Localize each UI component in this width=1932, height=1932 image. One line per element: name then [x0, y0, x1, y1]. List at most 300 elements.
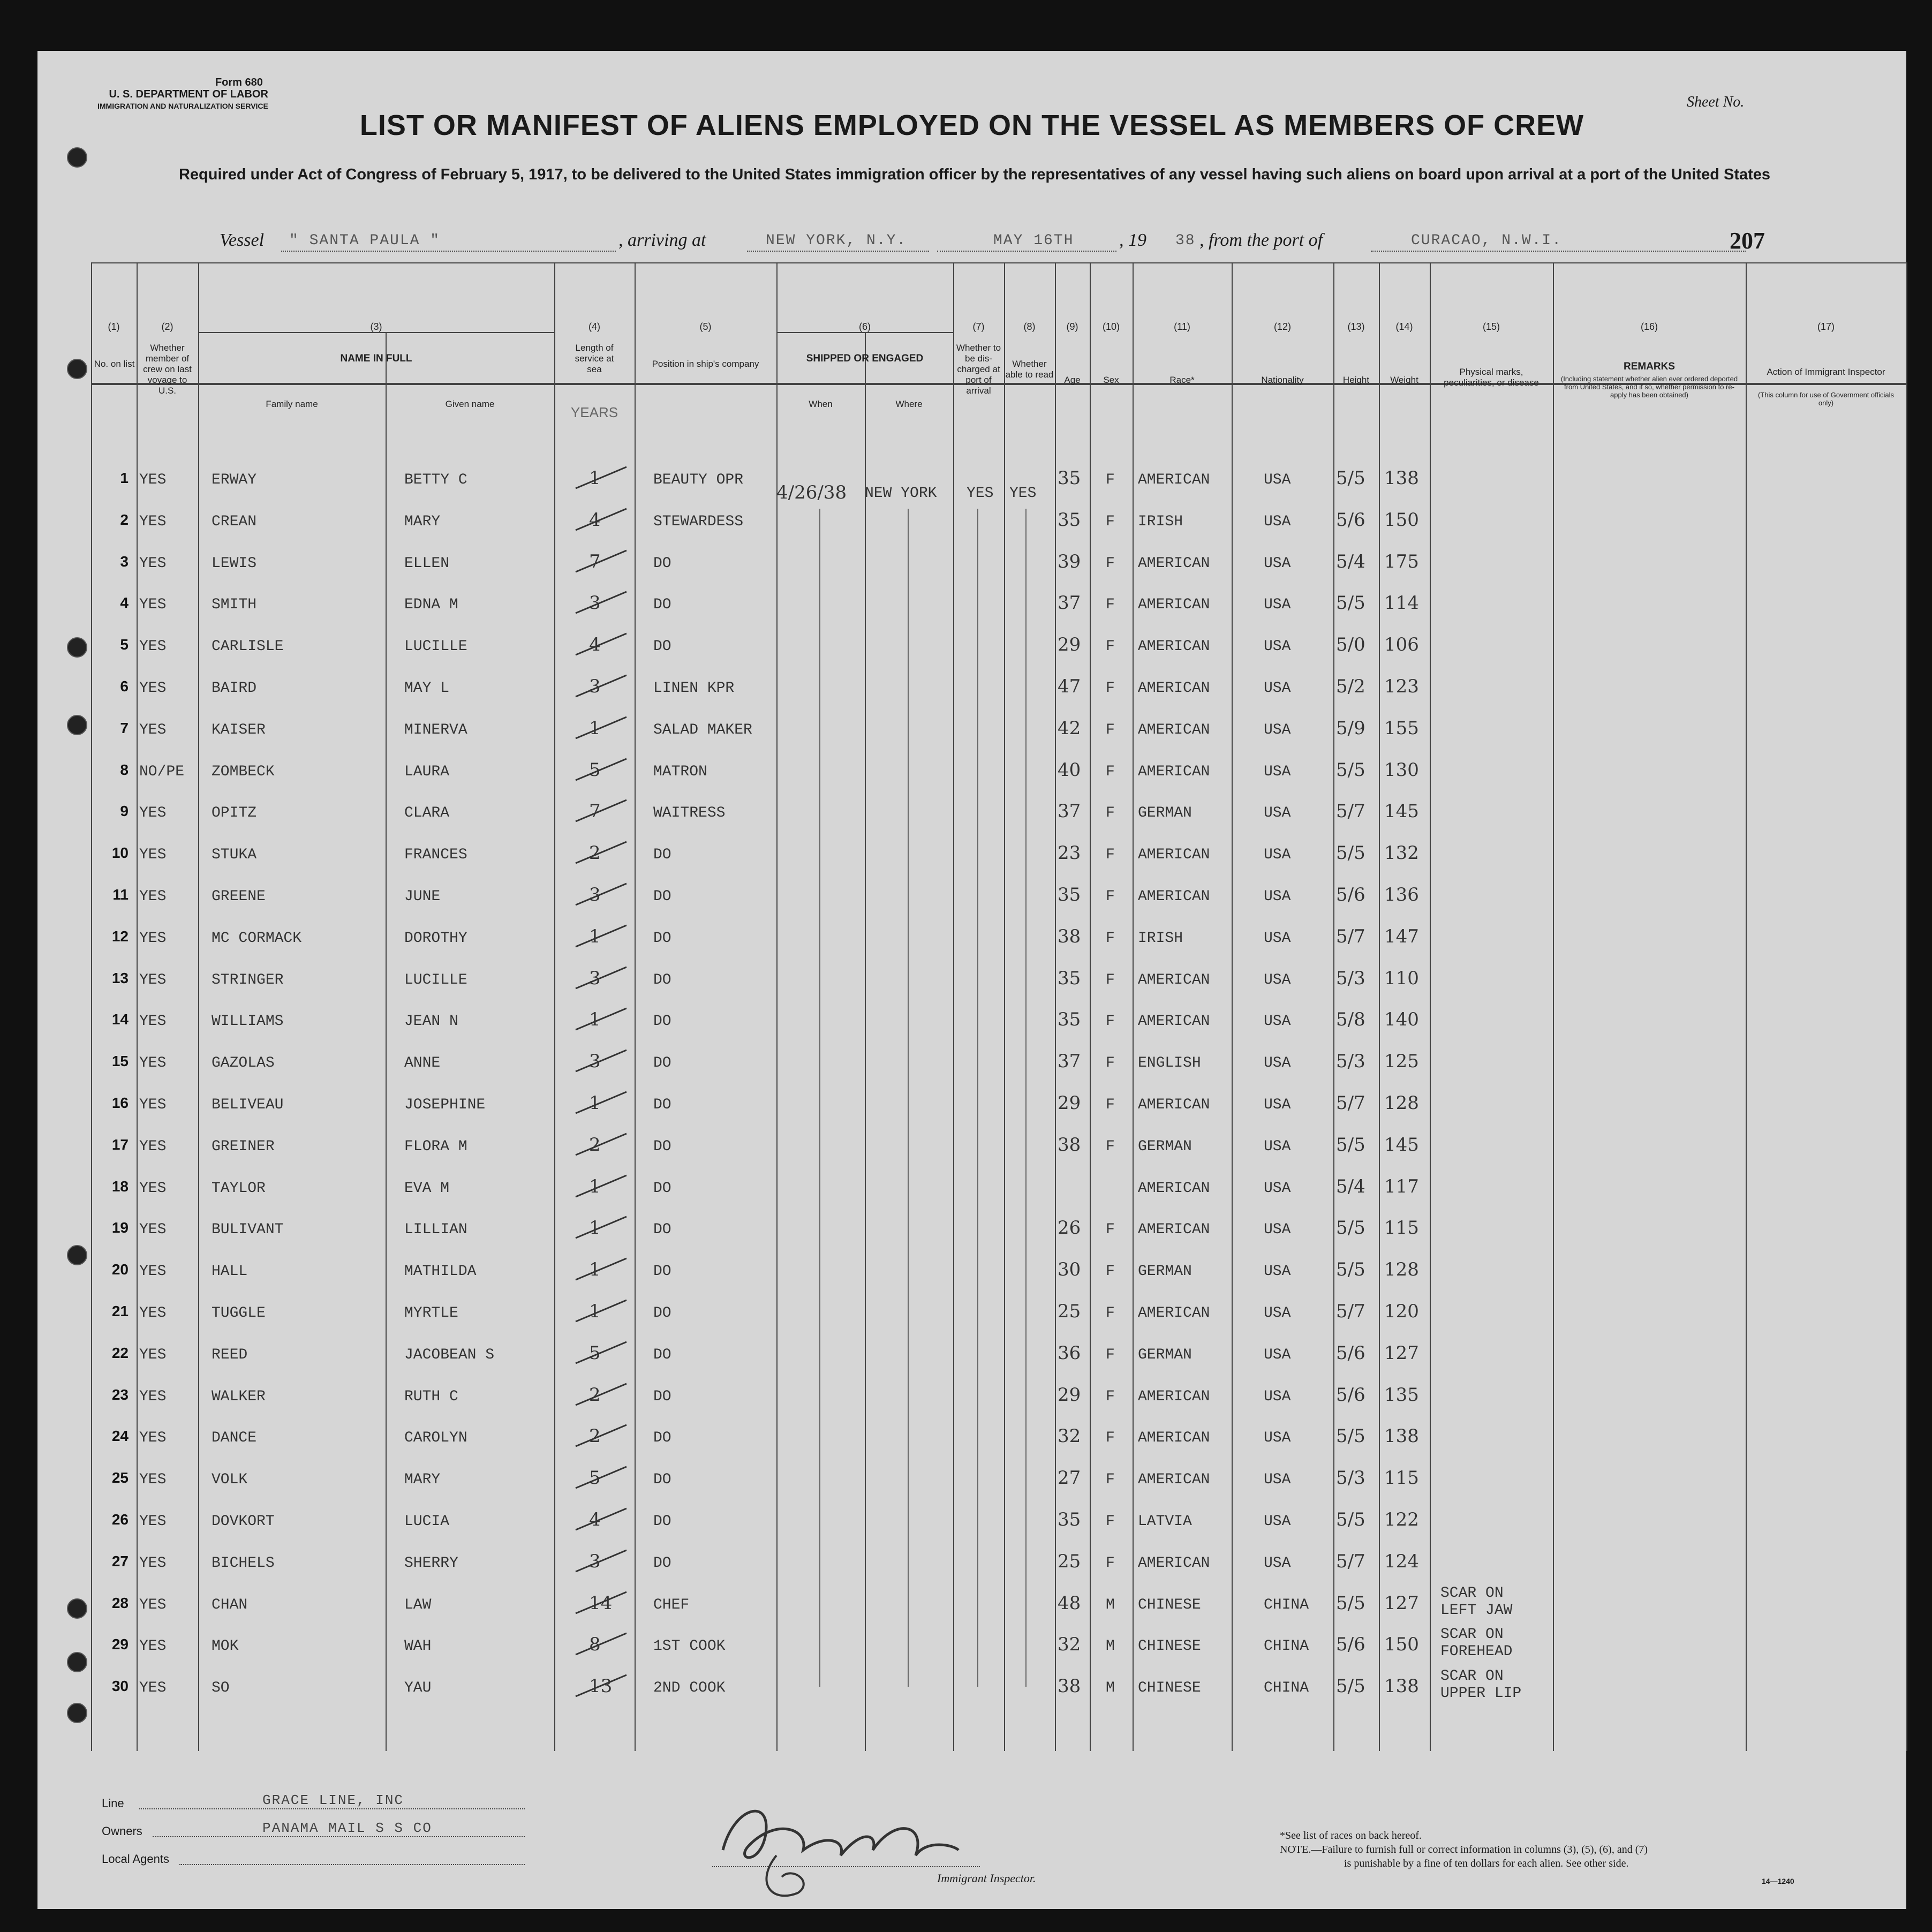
check-stroke — [573, 1173, 632, 1199]
sex-cell: F — [1106, 680, 1115, 697]
race-cell: AMERICAN — [1138, 763, 1210, 780]
col6a-header: When — [809, 399, 833, 409]
position-cell: 2ND COOK — [653, 1680, 726, 1697]
prev-voyage-cell: YES — [139, 847, 167, 864]
col6-header: SHIPPED OR ENGAGED — [806, 353, 924, 364]
race-cell: AMERICAN — [1138, 555, 1210, 572]
prev-voyage-cell: YES — [139, 1513, 167, 1530]
given-name-cell: JEAN N — [404, 1013, 458, 1030]
weight-cell: 125 — [1384, 1051, 1419, 1073]
position-cell: DO — [653, 597, 671, 614]
family-name-cell: BICHELS — [212, 1554, 275, 1572]
race-cell: AMERICAN — [1138, 1013, 1210, 1030]
race-cell: AMERICAN — [1138, 721, 1210, 738]
nationality-cell: USA — [1264, 1180, 1291, 1197]
col4-header: Length of service at sea — [575, 343, 614, 374]
age-cell: 37 — [1058, 592, 1081, 614]
col9-header: Age — [1064, 375, 1081, 385]
weight-cell: 150 — [1384, 1634, 1419, 1656]
sex-cell: F — [1106, 1554, 1115, 1572]
sex-cell: F — [1106, 763, 1115, 780]
height-cell: 5/5 — [1336, 1425, 1365, 1447]
nationality-cell: USA — [1264, 638, 1291, 655]
agents-label: Local Agents — [102, 1852, 169, 1866]
col16-header: REMARKS — [1623, 361, 1676, 372]
col3-header: NAME IN FULL — [340, 353, 412, 364]
binder-hole — [67, 1598, 87, 1619]
weight-cell: 115 — [1384, 1217, 1419, 1239]
check-stroke — [573, 1131, 632, 1158]
check-stroke — [573, 548, 632, 575]
height-cell: 5/5 — [1336, 1217, 1365, 1239]
col11-number: (11) — [1174, 321, 1190, 332]
row-number: 19 — [111, 1219, 129, 1236]
col7-number: (7) — [972, 321, 985, 332]
race-cell: AMERICAN — [1138, 1305, 1210, 1322]
service-years-cell: 5 — [589, 1467, 601, 1489]
age-cell: 35 — [1058, 884, 1081, 905]
nationality-cell: USA — [1264, 513, 1291, 530]
position-cell: DO — [653, 1055, 671, 1072]
weight-cell: 138 — [1384, 1425, 1419, 1447]
given-name-cell: ANNE — [404, 1055, 441, 1072]
weight-cell: 117 — [1384, 1175, 1419, 1197]
service-years-cell: 4 — [589, 1509, 601, 1530]
age-cell: 29 — [1058, 1384, 1081, 1406]
row-number: 27 — [111, 1552, 129, 1569]
line-label: Line — [102, 1797, 124, 1810]
check-stroke — [573, 1506, 632, 1533]
form-identifier — [97, 77, 268, 112]
weight-cell: 106 — [1384, 634, 1419, 656]
check-stroke — [573, 589, 632, 616]
sex-cell: F — [1106, 847, 1115, 864]
check-stroke — [573, 881, 632, 908]
position-cell: LINEN KPR — [653, 680, 735, 697]
binder-hole — [67, 359, 87, 379]
family-name-cell: BULIVANT — [212, 1221, 284, 1239]
age-cell: 35 — [1058, 1009, 1081, 1031]
height-cell: 5/3 — [1336, 1467, 1365, 1489]
col17-number: (17) — [1817, 321, 1835, 332]
prev-voyage-cell: YES — [139, 1221, 167, 1239]
nationality-cell: USA — [1264, 1305, 1291, 1322]
col12-number: (12) — [1273, 321, 1291, 332]
service-years-cell: 1 — [589, 1175, 601, 1197]
service-years-cell: 3 — [589, 676, 601, 697]
family-name-cell: HALL — [212, 1263, 248, 1280]
weight-cell: 138 — [1384, 467, 1419, 489]
family-name-cell: TAYLOR — [212, 1180, 266, 1197]
sex-cell: F — [1106, 1138, 1115, 1155]
penalty-note-continued: is punishable by a fine of ten dollars for each alien. See other side. — [1344, 1858, 1629, 1869]
service-years-cell: 4 — [589, 634, 601, 656]
row-number: 10 — [111, 844, 129, 862]
age-cell: 26 — [1058, 1217, 1081, 1239]
prev-voyage-cell: NO/PE — [139, 763, 185, 780]
sex-cell: F — [1106, 721, 1115, 738]
check-stroke — [573, 714, 632, 741]
age-cell: 25 — [1058, 1301, 1081, 1322]
sex-cell: F — [1106, 971, 1115, 988]
given-name-cell: YAU — [404, 1680, 432, 1697]
given-name-cell: ELLEN — [404, 555, 450, 572]
family-name-cell: GAZOLAS — [212, 1055, 275, 1072]
row-number: 11 — [112, 886, 129, 903]
weight-cell: 128 — [1384, 1092, 1419, 1114]
row-number: 30 — [111, 1678, 129, 1695]
manifest-number: 207 — [1730, 228, 1765, 254]
position-cell: DO — [653, 930, 671, 947]
col1-number: (1) — [108, 321, 120, 332]
given-name-cell: LILLIAN — [404, 1221, 467, 1239]
from-port: CURACAO, N.W.I. — [1411, 232, 1563, 249]
weight-cell: 120 — [1384, 1301, 1419, 1322]
height-cell: 5/4 — [1336, 550, 1365, 572]
family-name-cell: DANCE — [212, 1430, 257, 1447]
weight-cell: 145 — [1384, 801, 1419, 822]
prev-voyage-cell: YES — [139, 1430, 167, 1447]
height-cell: 5/5 — [1336, 1592, 1365, 1614]
age-cell: 36 — [1058, 1342, 1081, 1364]
service-years-cell: 3 — [589, 967, 601, 989]
race-cell: AMERICAN — [1138, 1097, 1210, 1113]
nationality-cell: USA — [1264, 680, 1291, 697]
family-name-cell: STRINGER — [212, 971, 284, 988]
height-cell: 5/5 — [1336, 842, 1365, 864]
prev-voyage-cell: YES — [139, 513, 167, 530]
prev-voyage-cell: YES — [139, 472, 167, 488]
race-cell: GERMAN — [1138, 1263, 1192, 1280]
col2-header: Whether member of crew on last voyage to U.S. — [143, 343, 192, 396]
check-stroke — [573, 797, 632, 824]
prev-voyage-cell: YES — [139, 1055, 167, 1072]
arrival-date: MAY 16TH — [993, 232, 1074, 249]
sex-cell: F — [1106, 472, 1115, 488]
age-cell: 38 — [1058, 925, 1081, 947]
age-cell: 27 — [1058, 1467, 1081, 1489]
service-years-cell: 2 — [589, 1134, 601, 1156]
height-cell: 5/5 — [1336, 1676, 1365, 1697]
sheet-number-label: Sheet No. — [1687, 94, 1745, 110]
line-value: GRACE LINE, INC — [262, 1792, 404, 1808]
service-years-cell: 7 — [589, 550, 601, 572]
shipped-when: 4/26/38 — [776, 482, 847, 503]
age-cell: 32 — [1058, 1425, 1081, 1447]
prev-voyage-cell: YES — [139, 1554, 167, 1572]
age-cell: 29 — [1058, 634, 1081, 656]
row-number: 22 — [111, 1344, 129, 1361]
given-name-cell: WAH — [404, 1638, 432, 1655]
age-cell: 38 — [1058, 1134, 1081, 1156]
given-name-cell: LUCILLE — [404, 638, 467, 655]
family-name-cell: STUKA — [212, 847, 257, 864]
sex-cell: F — [1106, 1305, 1115, 1322]
height-cell: 5/7 — [1336, 925, 1365, 947]
age-cell: 48 — [1058, 1592, 1081, 1614]
col16-number: (16) — [1640, 321, 1658, 332]
age-cell: 37 — [1058, 801, 1081, 822]
check-stroke — [573, 1006, 632, 1032]
position-cell: DO — [653, 1138, 671, 1155]
age-cell: 42 — [1058, 717, 1081, 739]
service-years-cell: 2 — [589, 842, 601, 864]
height-cell: 5/5 — [1336, 1259, 1365, 1281]
vessel-label: Vessel — [220, 230, 265, 250]
position-cell: DO — [653, 1554, 671, 1572]
check-stroke — [573, 631, 632, 658]
prev-voyage-cell: YES — [139, 1346, 167, 1363]
manifest-footer — [37, 1786, 1906, 1909]
nationality-cell: CHINA — [1264, 1596, 1309, 1613]
height-cell: 5/3 — [1336, 1051, 1365, 1073]
check-stroke — [573, 923, 632, 949]
prev-voyage-cell: YES — [139, 1388, 167, 1405]
race-cell: AMERICAN — [1138, 971, 1210, 988]
weight-cell: 122 — [1384, 1509, 1419, 1530]
height-cell: 5/8 — [1336, 1009, 1365, 1031]
position-cell: DO — [653, 1471, 671, 1489]
col15-header: Physical marks, peculiarities, or disease — [1444, 367, 1539, 388]
owners-label: Owners — [102, 1824, 142, 1838]
race-cell: ENGLISH — [1138, 1055, 1201, 1072]
prev-voyage-cell: YES — [139, 930, 167, 947]
family-name-cell: REED — [212, 1346, 248, 1363]
given-name-cell: FLORA M — [404, 1138, 467, 1155]
col8-number: (8) — [1023, 321, 1036, 332]
height-cell: 5/5 — [1336, 759, 1365, 781]
binder-hole — [67, 147, 87, 168]
nationality-cell: USA — [1264, 1471, 1291, 1489]
col14-number: (14) — [1395, 321, 1413, 332]
weight-cell: 147 — [1384, 925, 1419, 947]
sex-cell: F — [1106, 1388, 1115, 1405]
sex-cell: M — [1106, 1680, 1115, 1697]
age-cell: 25 — [1058, 1550, 1081, 1572]
service-years-cell: 4 — [589, 509, 601, 531]
col7-header: Whether to be dis-charged at port of arrival — [956, 343, 1001, 396]
position-cell: STEWARDESS — [653, 513, 744, 530]
race-cell: GERMAN — [1138, 1346, 1192, 1363]
inspector-signature — [701, 1786, 1001, 1909]
weight-cell: 135 — [1384, 1384, 1419, 1406]
prev-voyage-cell: YES — [139, 638, 167, 655]
row-number: 29 — [111, 1636, 129, 1653]
nationality-cell: USA — [1264, 847, 1291, 864]
race-cell: AMERICAN — [1138, 472, 1210, 488]
nationality-cell: CHINA — [1264, 1680, 1309, 1697]
height-cell: 5/3 — [1336, 967, 1365, 989]
check-stroke — [573, 673, 632, 699]
page-subtitle: Required under Act of Congress of February 5, 1917, to be delivered to the United States immigration officer by the representatives of any vessel having such aliens on board upon arrival at a port of the United States — [178, 166, 1771, 183]
manifest-sheet — [37, 51, 1906, 1909]
col4-unit: YEARS — [570, 404, 618, 420]
weight-cell: 127 — [1384, 1342, 1419, 1364]
col4-number: (4) — [588, 321, 600, 332]
row-number: 13 — [111, 969, 129, 986]
race-cell: AMERICAN — [1138, 680, 1210, 697]
nationality-cell: USA — [1264, 1055, 1291, 1072]
nationality-cell: USA — [1264, 1221, 1291, 1239]
row-number: 20 — [111, 1261, 129, 1278]
check-stroke — [573, 1339, 632, 1366]
physical-marks-cell: SCAR ON FOREHEAD — [1440, 1626, 1513, 1661]
col13-number: (13) — [1347, 321, 1365, 332]
family-name-cell: CARLISLE — [212, 638, 284, 655]
row-number: 21 — [111, 1303, 129, 1319]
col1-header: No. on list — [94, 359, 135, 369]
binder-hole — [67, 637, 87, 658]
row-number: 24 — [111, 1428, 129, 1445]
given-name-cell: MARY — [404, 513, 441, 530]
from-port-label: , from the port of — [1199, 230, 1323, 250]
given-name-cell: MINERVA — [404, 721, 467, 738]
sex-cell: F — [1106, 555, 1115, 572]
prev-voyage-cell: YES — [139, 1596, 167, 1613]
prev-voyage-cell: YES — [139, 1471, 167, 1489]
position-cell: DO — [653, 1305, 671, 1322]
col12-header: Nationality — [1261, 375, 1304, 385]
service-years-cell: 1 — [589, 1092, 601, 1114]
col6b-header: Where — [895, 399, 923, 409]
inspector-label: Immigrant Inspector. — [937, 1871, 1036, 1885]
position-cell: DO — [653, 1097, 671, 1113]
weight-cell: 140 — [1384, 1009, 1419, 1031]
col11-header: Race* — [1169, 375, 1195, 385]
physical-marks-cell: SCAR ON LEFT JAW — [1440, 1584, 1513, 1619]
age-cell: 32 — [1058, 1634, 1081, 1656]
check-stroke — [573, 506, 632, 533]
race-cell: AMERICAN — [1138, 1471, 1210, 1489]
nationality-cell: USA — [1264, 555, 1291, 572]
col17-header: Action of Immigrant Inspector — [1767, 367, 1885, 377]
given-name-cell: JOSEPHINE — [404, 1097, 486, 1113]
given-name-cell: FRANCES — [404, 847, 467, 864]
shipped-where: NEW YORK — [865, 485, 937, 502]
col2-number: (2) — [161, 321, 173, 332]
nationality-cell: USA — [1264, 888, 1291, 905]
prev-voyage-cell: YES — [139, 971, 167, 988]
col10-header: Sex — [1103, 375, 1119, 385]
family-name-cell: SO — [212, 1680, 230, 1697]
nationality-cell: CHINA — [1264, 1638, 1309, 1655]
nationality-cell: USA — [1264, 597, 1291, 614]
binder-hole — [67, 1245, 87, 1265]
service-years-cell: 1 — [589, 467, 601, 489]
nationality-cell: USA — [1264, 721, 1291, 738]
col8-header: Whether able to read — [1005, 359, 1054, 380]
age-cell: 37 — [1058, 1051, 1081, 1073]
binder-hole — [67, 1703, 87, 1723]
family-name-cell: BAIRD — [212, 680, 257, 697]
prev-voyage-cell: YES — [139, 1263, 167, 1280]
service-years-cell: 5 — [589, 759, 601, 781]
prev-voyage-cell: YES — [139, 721, 167, 738]
row-number: 2 — [120, 511, 129, 528]
position-cell: DO — [653, 1221, 671, 1239]
race-cell: AMERICAN — [1138, 1388, 1210, 1405]
form-number: Form 680 — [215, 77, 263, 88]
col14-header: Weight — [1390, 375, 1418, 385]
row-number: 17 — [111, 1136, 129, 1153]
weight-cell: 110 — [1384, 967, 1419, 989]
nationality-cell: USA — [1264, 971, 1291, 988]
age-cell: 38 — [1058, 1676, 1081, 1697]
prev-voyage-cell: YES — [139, 1638, 167, 1655]
row-number: 16 — [111, 1095, 129, 1111]
family-name-cell: WILLIAMS — [212, 1013, 284, 1030]
given-name-cell: JACOBEAN S — [404, 1346, 495, 1363]
department-name: U. S. DEPARTMENT OF LABOR — [109, 88, 268, 100]
check-stroke — [573, 839, 632, 866]
given-name-cell: SHERRY — [404, 1554, 458, 1572]
check-stroke — [573, 1089, 632, 1116]
prev-voyage-cell: YES — [139, 1138, 167, 1155]
sex-cell: F — [1106, 1221, 1115, 1239]
family-name-cell: ZOMBECK — [212, 763, 275, 780]
given-name-cell: MATHILDA — [404, 1263, 477, 1280]
position-cell: DO — [653, 1388, 671, 1405]
nationality-cell: USA — [1264, 930, 1291, 947]
discharged-flag: YES — [967, 485, 994, 502]
height-cell: 5/7 — [1336, 801, 1365, 822]
service-years-cell: 2 — [589, 1384, 601, 1406]
service-years-cell: 5 — [589, 1342, 601, 1364]
nationality-cell: USA — [1264, 763, 1291, 780]
age-cell: 40 — [1058, 759, 1081, 781]
nationality-cell: USA — [1264, 805, 1291, 822]
sex-cell: F — [1106, 930, 1115, 947]
weight-cell: 115 — [1384, 1467, 1419, 1489]
race-cell: CHINESE — [1138, 1596, 1201, 1613]
prev-voyage-cell: YES — [139, 1680, 167, 1697]
races-note: *See list of races on back hereof. — [1280, 1830, 1422, 1842]
height-cell: 5/6 — [1336, 1342, 1365, 1364]
check-stroke — [573, 1464, 632, 1491]
nationality-cell: USA — [1264, 1513, 1291, 1530]
row-number: 5 — [120, 636, 129, 653]
race-cell: AMERICAN — [1138, 638, 1210, 655]
age-cell: 30 — [1058, 1259, 1081, 1281]
race-cell: GERMAN — [1138, 1138, 1192, 1155]
col6-number: (6) — [859, 321, 871, 332]
col5-number: (5) — [699, 321, 712, 332]
sex-cell: F — [1106, 1055, 1115, 1072]
check-stroke — [573, 1631, 632, 1657]
nationality-cell: USA — [1264, 1388, 1291, 1405]
binder-hole — [67, 715, 87, 735]
height-cell: 5/6 — [1336, 509, 1365, 531]
sex-cell: F — [1106, 888, 1115, 905]
row-number: 1 — [120, 470, 129, 486]
service-years-cell: 3 — [589, 1550, 601, 1572]
position-cell: DO — [653, 847, 671, 864]
weight-cell: 138 — [1384, 1676, 1419, 1697]
service-years-cell: 3 — [589, 592, 601, 614]
given-name-cell: CLARA — [404, 805, 450, 822]
weight-cell: 132 — [1384, 842, 1419, 864]
crew-table — [37, 262, 1906, 1762]
given-name-cell: CAROLYN — [404, 1430, 467, 1447]
race-cell: IRISH — [1138, 513, 1183, 530]
weight-cell: 124 — [1384, 1550, 1419, 1572]
service-years-cell: 14 — [589, 1592, 613, 1614]
race-cell: AMERICAN — [1138, 1221, 1210, 1239]
sex-cell: F — [1106, 805, 1115, 822]
prev-voyage-cell: YES — [139, 1013, 167, 1030]
height-cell: 5/2 — [1336, 676, 1365, 697]
check-stroke — [573, 1672, 632, 1699]
